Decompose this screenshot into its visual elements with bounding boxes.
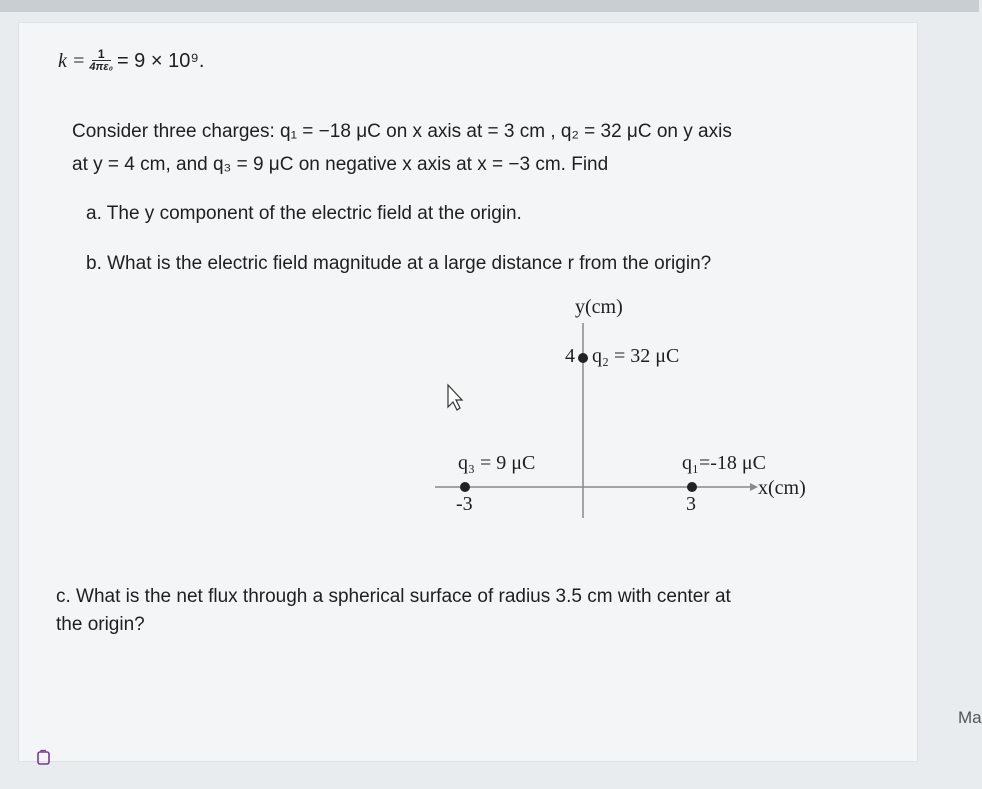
charge-diagram [420, 290, 840, 530]
q2-tick-label: 4 [565, 345, 575, 367]
mouse-cursor-icon [448, 385, 462, 410]
formula-value: = 9 × 10⁹. [116, 49, 205, 72]
formula-denominator: 4πε₀ [89, 61, 113, 73]
q1-label: q₁=-18 μC [682, 452, 766, 474]
question-b: b. What is the electric field magnitude at a large distance r from the origin? [86, 253, 712, 274]
problem-line-1: Consider three charges: q₁ = −18 μC on x axis at = 3 cm , q₂ = 32 μC on y axis [72, 121, 732, 142]
question-a: a. The y component of the electric field at the origin. [86, 203, 522, 224]
y-axis-label: y(cm) [575, 296, 623, 318]
clipped-text: Ma [958, 708, 982, 727]
charge-q3-dot [460, 482, 470, 492]
formula-fraction [89, 48, 113, 74]
question-c-line-1: c. What is the net flux through a spherical surface of radius 3.5 cm with center at [56, 586, 731, 607]
x-axis-arrow [750, 483, 758, 491]
top-strip [0, 0, 979, 12]
question-c [56, 583, 846, 639]
formula-numerator: 1 [92, 48, 111, 61]
copy-icon-svg [36, 750, 52, 766]
q2-label: q₂ = 32 μC [592, 345, 680, 367]
charge-q2-dot [578, 353, 588, 363]
q1-tick-label: 3 [686, 493, 696, 515]
q3-tick-label: -3 [456, 493, 473, 515]
coulomb-constant-formula [58, 48, 204, 74]
charge-q1-dot [687, 482, 697, 492]
q3-label: q₃ = 9 μC [458, 452, 536, 474]
x-axis-label: x(cm) [758, 477, 806, 499]
formula-k: k = [58, 49, 86, 72]
problem-line-2: at y = 4 cm, and q₃ = 9 μC on negative x axis at x = −3 cm. Find [72, 154, 609, 175]
copy-icon[interactable] [36, 750, 52, 771]
question-c-line-2: the origin? [56, 614, 145, 635]
